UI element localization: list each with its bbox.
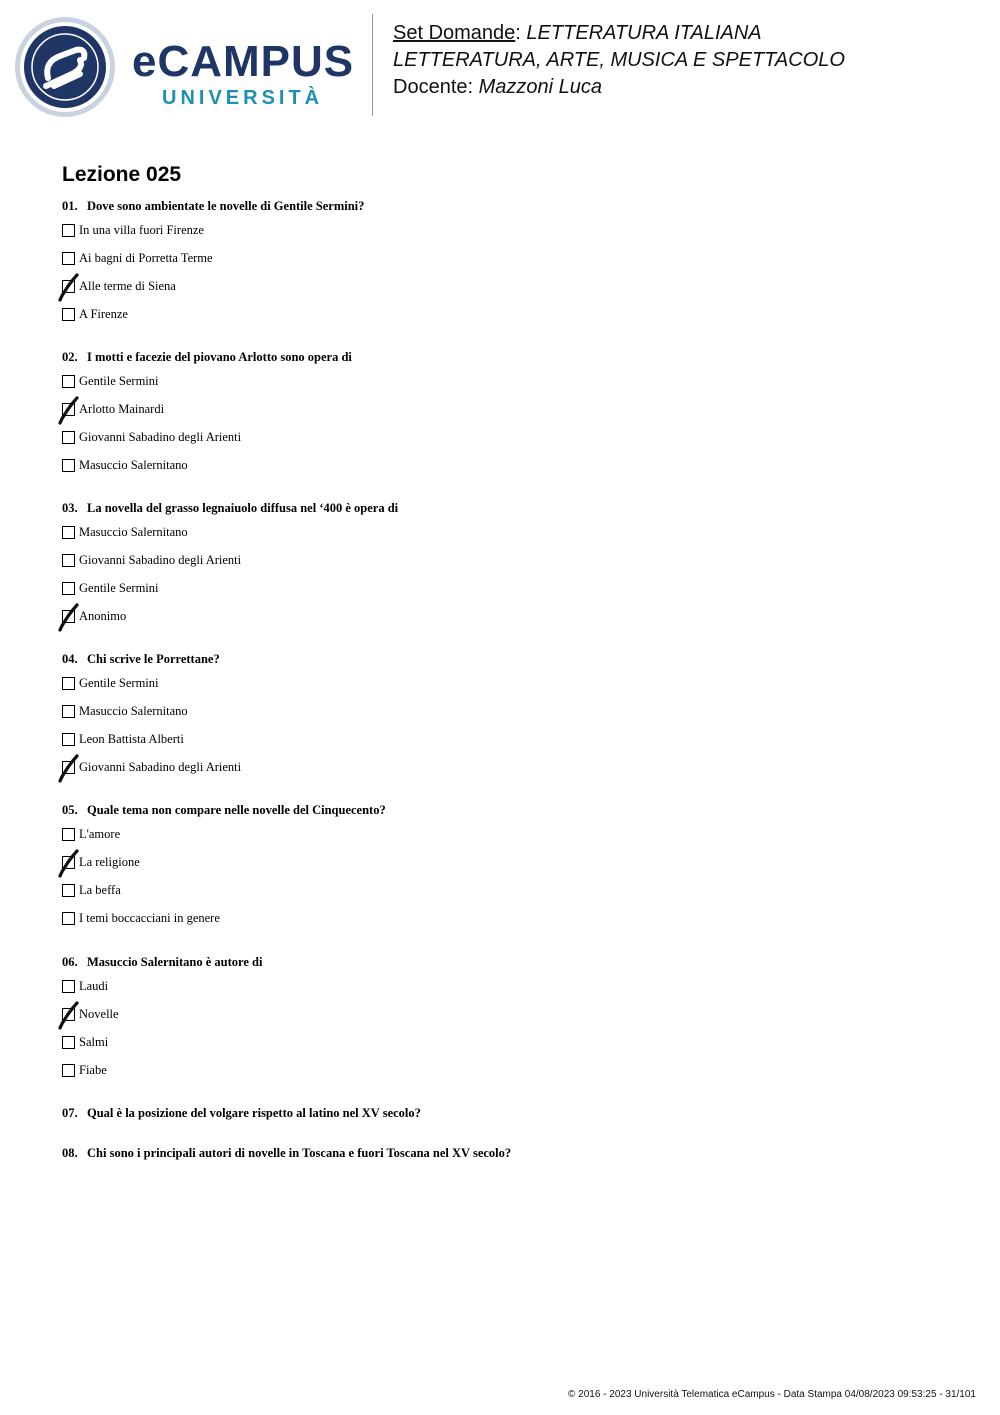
answer-option[interactable] bbox=[62, 305, 128, 323]
subject: LETTERATURA ITALIANA bbox=[526, 22, 762, 44]
option-label: Masuccio Salernitano bbox=[79, 704, 188, 718]
course-info bbox=[393, 20, 845, 101]
option-label: Giovanni Sabadino degli Arienti bbox=[79, 553, 242, 567]
answer-option[interactable] bbox=[62, 909, 220, 927]
question-3 bbox=[62, 500, 398, 516]
page-header bbox=[0, 0, 1000, 130]
handwritten-check-icon bbox=[57, 754, 83, 784]
option-label: Giovanni Sabadino degli Arienti bbox=[79, 760, 242, 774]
answer-option[interactable] bbox=[62, 372, 159, 390]
checkbox[interactable] bbox=[62, 677, 75, 690]
handwritten-check-icon bbox=[57, 849, 83, 879]
checked-checkbox[interactable] bbox=[62, 761, 75, 774]
option-label: Gentile Sermini bbox=[79, 581, 159, 595]
checked-checkbox[interactable] bbox=[62, 1008, 75, 1021]
area: LETTERATURA, ARTE, MUSICA E SPETTACOLO bbox=[393, 49, 845, 71]
question-8 bbox=[62, 1145, 511, 1161]
option-label: Alle terme di Siena bbox=[79, 279, 176, 293]
set-label: Set Domande bbox=[393, 22, 516, 44]
header-divider bbox=[372, 14, 373, 116]
question-number: 03. bbox=[62, 501, 78, 515]
checkbox[interactable] bbox=[62, 252, 75, 265]
checkbox[interactable] bbox=[62, 554, 75, 567]
answer-option[interactable] bbox=[62, 249, 213, 267]
checkbox[interactable] bbox=[62, 1064, 75, 1077]
checkbox[interactable] bbox=[62, 224, 75, 237]
checkbox[interactable] bbox=[62, 375, 75, 388]
option-label: I temi boccacciani in genere bbox=[79, 911, 220, 925]
checkbox[interactable] bbox=[62, 582, 75, 595]
question-4 bbox=[62, 651, 220, 667]
handwritten-check-icon bbox=[57, 396, 83, 426]
option-label: Leon Battista Alberti bbox=[79, 732, 184, 746]
option-label: Laudi bbox=[79, 979, 109, 993]
lesson-title: Lezione 025 bbox=[62, 163, 182, 186]
question-text: Dove sono ambientate le novelle di Gentile Sermini? bbox=[87, 199, 365, 213]
checkbox[interactable] bbox=[62, 884, 75, 897]
question-number: 06. bbox=[62, 955, 78, 969]
checked-checkbox[interactable] bbox=[62, 403, 75, 416]
question-number: 08. bbox=[62, 1146, 78, 1160]
question-1 bbox=[62, 198, 364, 214]
answer-option[interactable] bbox=[62, 551, 241, 569]
option-label: A Firenze bbox=[79, 307, 128, 321]
handwritten-check-icon bbox=[57, 603, 83, 633]
question-number: 02. bbox=[62, 350, 78, 364]
option-label: Novelle bbox=[79, 1007, 119, 1021]
checkbox[interactable] bbox=[62, 980, 75, 993]
answer-option[interactable] bbox=[62, 1061, 107, 1079]
option-label: Gentile Sermini bbox=[79, 676, 159, 690]
answer-option[interactable] bbox=[62, 674, 159, 692]
checkbox[interactable] bbox=[62, 1036, 75, 1049]
logo-wordmark: eCAMPUS bbox=[132, 37, 355, 86]
question-number: 04. bbox=[62, 652, 78, 666]
option-label: Masuccio Salernitano bbox=[79, 525, 188, 539]
teacher-label: Docente bbox=[393, 76, 468, 98]
checked-checkbox[interactable] bbox=[62, 280, 75, 293]
page-footer: © 2016 - 2023 Università Telematica eCampus - Data Stampa 04/08/2023 09:53:25 - 31/101 bbox=[568, 1389, 976, 1400]
answer-option[interactable] bbox=[62, 400, 164, 418]
answer-option[interactable] bbox=[62, 825, 120, 843]
handwritten-check-icon bbox=[57, 273, 83, 303]
checkbox[interactable] bbox=[62, 526, 75, 539]
teacher-name: Mazzoni Luca bbox=[478, 76, 603, 98]
answer-option[interactable] bbox=[62, 853, 140, 871]
question-text: Chi sono i principali autori di novelle in Toscana e fuori Toscana nel XV secolo? bbox=[87, 1146, 512, 1160]
option-label: L'amore bbox=[79, 827, 121, 841]
checkbox[interactable] bbox=[62, 828, 75, 841]
set-line: Set Domande: LETTERATURA ITALIANA bbox=[393, 22, 762, 44]
answer-option[interactable] bbox=[62, 1033, 108, 1051]
question-text: Quale tema non compare nelle novelle del Cinquecento? bbox=[87, 803, 386, 817]
handwritten-check-icon bbox=[57, 1001, 83, 1031]
question-5 bbox=[62, 802, 386, 818]
question-text: Chi scrive le Porrettane? bbox=[87, 652, 220, 666]
option-label: Arlotto Mainardi bbox=[79, 402, 165, 416]
question-number: 05. bbox=[62, 803, 78, 817]
question-number: 07. bbox=[62, 1106, 78, 1120]
area-line bbox=[393, 47, 845, 74]
option-label: Giovanni Sabadino degli Arienti bbox=[79, 430, 242, 444]
answer-option[interactable] bbox=[62, 277, 176, 295]
answer-option[interactable] bbox=[62, 730, 184, 748]
teacher-line: Docente: Mazzoni Luca bbox=[393, 76, 603, 98]
question-text: La novella del grasso legnaiuolo diffusa nel ‘400 è opera di bbox=[87, 501, 399, 515]
checkbox[interactable] bbox=[62, 431, 75, 444]
answer-option[interactable] bbox=[62, 456, 188, 474]
option-label: La beffa bbox=[79, 883, 121, 897]
question-6 bbox=[62, 954, 262, 970]
checkbox[interactable] bbox=[62, 912, 75, 925]
question-number: 01. bbox=[62, 199, 78, 213]
checkbox[interactable] bbox=[62, 459, 75, 472]
checked-checkbox[interactable] bbox=[62, 856, 75, 869]
option-label: In una villa fuori Firenze bbox=[79, 223, 204, 237]
answer-option[interactable] bbox=[62, 221, 204, 239]
ecampus-seal-logo bbox=[14, 16, 116, 118]
answer-option[interactable] bbox=[62, 977, 108, 995]
option-label: Anonimo bbox=[79, 609, 127, 623]
checkbox[interactable] bbox=[62, 733, 75, 746]
checkbox[interactable] bbox=[62, 308, 75, 321]
option-label: Gentile Sermini bbox=[79, 374, 159, 388]
answer-option[interactable] bbox=[62, 1005, 119, 1023]
checked-checkbox[interactable] bbox=[62, 610, 75, 623]
answer-option[interactable] bbox=[62, 702, 188, 720]
answer-option[interactable] bbox=[62, 758, 241, 776]
question-text: I motti e facezie del piovano Arlotto sono opera di bbox=[87, 350, 352, 364]
answer-option[interactable] bbox=[62, 579, 159, 597]
option-label: La religione bbox=[79, 855, 140, 869]
question-text: Qual è la posizione del volgare rispetto al latino nel XV secolo? bbox=[87, 1106, 421, 1120]
answer-option[interactable] bbox=[62, 607, 126, 625]
option-label: Fiabe bbox=[79, 1063, 107, 1077]
option-label: Ai bagni di Porretta Terme bbox=[79, 251, 213, 265]
answer-option[interactable] bbox=[62, 881, 121, 899]
logo-subtitle: UNIVERSITÀ bbox=[162, 87, 324, 109]
answer-option[interactable] bbox=[62, 428, 241, 446]
option-label: Salmi bbox=[79, 1035, 109, 1049]
answer-option[interactable] bbox=[62, 523, 188, 541]
question-2 bbox=[62, 349, 352, 365]
checkbox[interactable] bbox=[62, 705, 75, 718]
option-label: Masuccio Salernitano bbox=[79, 458, 188, 472]
question-7 bbox=[62, 1105, 421, 1121]
question-text: Masuccio Salernitano è autore di bbox=[87, 955, 263, 969]
